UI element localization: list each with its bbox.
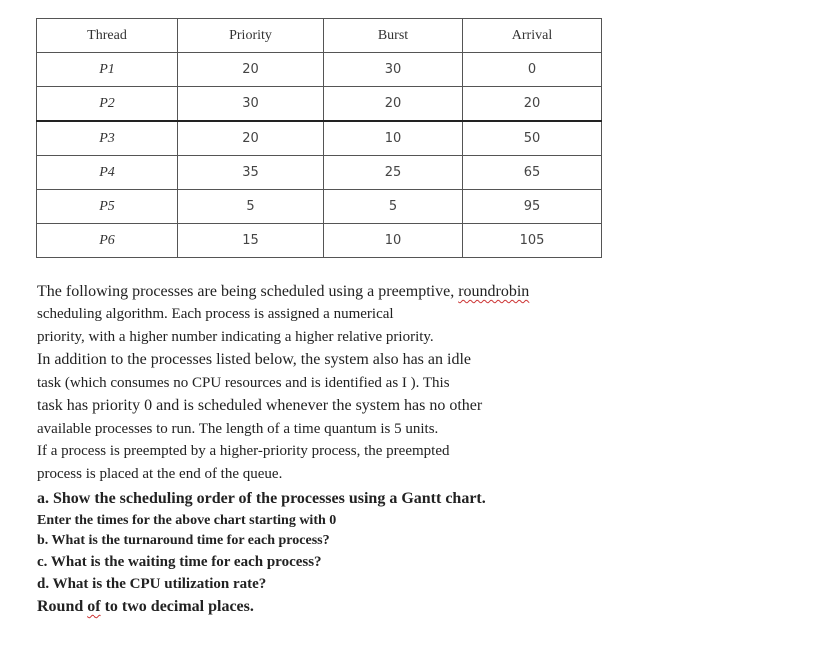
cell-burst: 20 bbox=[324, 87, 463, 122]
cell-arrival: 50 bbox=[463, 121, 602, 156]
cell-arrival: 65 bbox=[463, 156, 602, 190]
instruction-enter-times: Enter the times for the above chart starting with 0 bbox=[37, 513, 337, 528]
rounding-text: Round bbox=[37, 598, 88, 615]
cell-burst: 25 bbox=[324, 156, 463, 190]
cell-thread: P5 bbox=[37, 190, 178, 224]
header-priority: Priority bbox=[178, 19, 324, 53]
paragraph-line-9: process is placed at the end of the queue. bbox=[37, 466, 283, 482]
cell-priority: 35 bbox=[178, 156, 324, 190]
paragraph-line-2: scheduling algorithm. Each process is assigned a numerical bbox=[37, 306, 394, 322]
paragraph-line-5: task (which consumes no CPU resources and is identified as I ). This bbox=[37, 375, 450, 391]
paragraph-line-4: In addition to the processes listed below, the system also has an idle bbox=[37, 351, 471, 368]
cell-thread: P1 bbox=[37, 53, 178, 87]
cell-burst: 5 bbox=[324, 190, 463, 224]
process-table bbox=[36, 18, 602, 258]
header-arrival: Arrival bbox=[463, 19, 602, 53]
table-row bbox=[37, 156, 602, 190]
question-d: d. What is the CPU utilization rate? bbox=[37, 576, 267, 592]
paragraph-text: The following processes are being scheduled using a preemptive, bbox=[37, 283, 459, 300]
cell-priority: 20 bbox=[178, 121, 324, 156]
table-row bbox=[37, 87, 602, 122]
cell-arrival: 20 bbox=[463, 87, 602, 122]
cell-arrival: 95 bbox=[463, 190, 602, 224]
table-row bbox=[37, 190, 602, 224]
cell-thread: P2 bbox=[37, 87, 178, 122]
paragraph-line-3: priority, with a higher number indicating a higher relative priority. bbox=[37, 329, 434, 345]
cell-priority: 20 bbox=[178, 53, 324, 87]
paragraph-line-8: If a process is preempted by a higher-priority process, the preempted bbox=[37, 443, 450, 459]
cell-arrival: 105 bbox=[463, 224, 602, 258]
cell-thread: P6 bbox=[37, 224, 178, 258]
question-b: b. What is the turnaround time for each process? bbox=[37, 533, 330, 548]
question-c: c. What is the waiting time for each process? bbox=[37, 554, 322, 570]
paragraph-line-6: task has priority 0 and is scheduled whenever the system has no other bbox=[37, 397, 483, 414]
table-row bbox=[37, 224, 602, 258]
cell-thread: P3 bbox=[37, 121, 178, 156]
spellcheck-word: roundrobin bbox=[458, 283, 530, 300]
table-header-row bbox=[37, 19, 602, 53]
cell-burst: 10 bbox=[324, 121, 463, 156]
header-burst: Burst bbox=[324, 19, 463, 53]
rounding-instruction bbox=[37, 598, 254, 616]
cell-priority: 30 bbox=[178, 87, 324, 122]
cell-priority: 5 bbox=[178, 190, 324, 224]
paragraph-line-1 bbox=[37, 283, 529, 301]
question-a: a. Show the scheduling order of the processes using a Gantt chart. bbox=[37, 490, 486, 507]
header-thread: Thread bbox=[37, 19, 178, 53]
cell-burst: 10 bbox=[324, 224, 463, 258]
cell-priority: 15 bbox=[178, 224, 324, 258]
cell-thread: P4 bbox=[37, 156, 178, 190]
cell-arrival: 0 bbox=[463, 53, 602, 87]
paragraph-line-7: available processes to run. The length of a time quantum is 5 units. bbox=[37, 421, 439, 437]
spellcheck-word: of bbox=[87, 598, 101, 615]
table-row bbox=[37, 121, 602, 156]
cell-burst: 30 bbox=[324, 53, 463, 87]
rounding-text: to two decimal places. bbox=[100, 598, 254, 615]
table-row bbox=[37, 53, 602, 87]
